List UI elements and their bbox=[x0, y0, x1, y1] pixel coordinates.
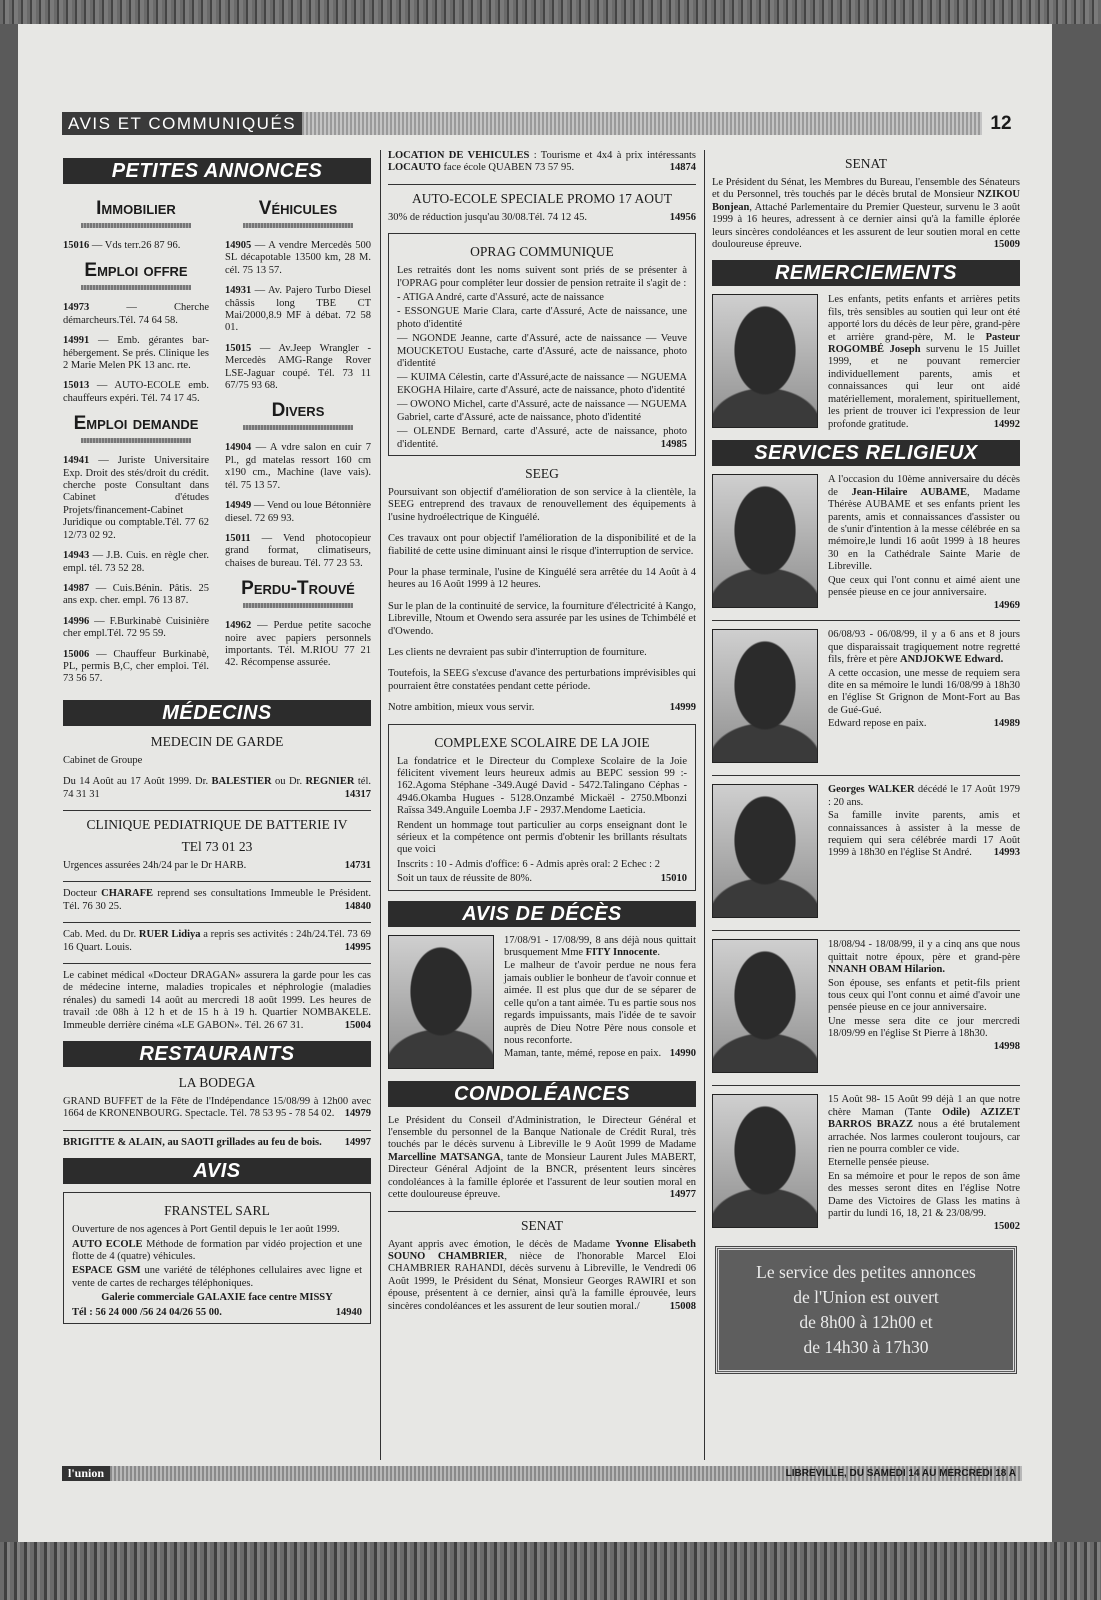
boxed-notice bbox=[388, 233, 696, 456]
ad-number: 14987 bbox=[63, 582, 90, 594]
reference-number: 14977 bbox=[669, 1189, 696, 1201]
text-run: Pour la phase terminale, l'usine de Kinguélé sera arrêtée du 14 Août à 4 heures au 16 Août 1999 à 12 heures. bbox=[388, 566, 696, 591]
classified-ad bbox=[225, 533, 371, 570]
text-run: Que ceux qui l'ont connu et aimé aient une pensée pieuse en ce jour anniversaire. bbox=[828, 574, 1020, 599]
notice-paragraph bbox=[388, 212, 696, 224]
text-run: — NGONDE Jeanne, carte d'Assuré, acte de naissance — Veuve MOUCKETOU Eustache, carte d'Assuré, acte de naissance, photo d'identité bbox=[397, 333, 687, 370]
bold-text: Tél : 56 24 000 /56 24 04/26 55 00. bbox=[72, 1306, 222, 1318]
bold-text: REGNIER bbox=[305, 776, 355, 788]
ad-text: — Juriste Universitaire Exp. Droit des stés/droit du crédit. cherche poste Consultant dans Cabinet d'études Projets/financement-Cabinet Juridique ou comptable.Tél. 77 62 12/73 02 92. bbox=[63, 455, 209, 541]
bold-text: ESPACE GSM bbox=[72, 1265, 141, 1277]
reference-number: 14940 bbox=[335, 1306, 362, 1318]
column-divider bbox=[704, 150, 705, 1460]
reference-number: 14956 bbox=[669, 211, 696, 223]
page-number: 12 bbox=[990, 112, 1012, 134]
text-run: Notre ambition, mieux vous servir. bbox=[388, 702, 535, 714]
notice-paragraph bbox=[72, 1224, 362, 1236]
classified-ad bbox=[63, 455, 209, 542]
promo-line: de l'Union est ouvert bbox=[793, 1286, 939, 1307]
notice-paragraph bbox=[397, 306, 687, 331]
text-run: Inscrits : 10 - Admis d'office: 6 - Admis après oral: 2 Echec : 2 bbox=[397, 858, 660, 870]
text-run: a repris ses activités : 24h/24.Tél. 73 69 16 Quart. Louis. bbox=[63, 929, 371, 953]
ad-text: — Vds terr.26 87 96. bbox=[89, 240, 181, 251]
obituary-notice bbox=[712, 1094, 1020, 1232]
text-run: Le Président du Sénat, les Membres du Bureau, l'ensemble des Sénateurs et du Personnel, très touchés par le décès brutal de Monsieur bbox=[712, 177, 1020, 201]
ad-text: — Emb. gérantes bar-hébergement. Se prés. Clinique les 2 Marie Melen PK 13 anc. rte. bbox=[63, 335, 209, 372]
section-banner: SERVICES RELIGIEUX bbox=[712, 440, 1020, 466]
text-run: , nièce de l'honorable Marcel Eloi CHAMBRIER RAHANDI, décès survenu à Libreville, le Vendredi 06 Août 1999, le Président du Sénat, Monsieur Georges RAWIRI et son épouse, présentent à ce dernier, ainsi qu'à la famille éprouvée, leurs sincères condoléances et les assurent de leur soutien moral./ bbox=[388, 1250, 696, 1312]
bold-text: Pasteur ROGOMBÉ Joseph bbox=[828, 331, 1020, 356]
ad-number: 14904 bbox=[225, 442, 252, 454]
notice-title: COMPLEXE SCOLAIRE DE LA JOIE bbox=[434, 734, 650, 750]
scan-border-bottom bbox=[0, 1542, 1101, 1600]
reference-number: 14985 bbox=[660, 438, 687, 450]
divider bbox=[63, 922, 371, 923]
classified-ad bbox=[63, 335, 209, 372]
reference-number: 14731 bbox=[344, 859, 371, 871]
text-run: 06/08/93 - 06/08/99, il y a 6 ans et 8 jours que disparaissait tragiquement notre regretté fils, frère et père bbox=[828, 629, 1020, 666]
notice-paragraph bbox=[63, 1137, 371, 1149]
text-run: Le cabinet médical «Docteur DRAGAN» assurera la garde pour les cas de médecine interne, maladies tropicales et néphrologie (maladies rénales) du samedi 14 août au mercredi 18 août 1999. Les heures de travail :de 08h à 12 h et de 15 h à 19 h. Quartier NOMBAKELE. Immeuble derrière cinéma «LE GABON». Tél. 26 67 31. bbox=[63, 970, 371, 1031]
text-run: ou Dr. bbox=[271, 776, 306, 788]
text-run: Cabinet de Groupe bbox=[63, 754, 143, 766]
text-run: Méthode de formation par vidéo projection et une flotte de 4 (quatre) véhicules. bbox=[72, 1238, 362, 1263]
category-heading: Véhicules bbox=[225, 198, 371, 228]
section-title: AVIS ET COMMUNIQUÉS bbox=[62, 112, 302, 135]
bold-text: AUTO ECOLE bbox=[72, 1238, 143, 1250]
notice-paragraph bbox=[72, 1265, 362, 1290]
bold-text: Jean-Hilaire AUBAME bbox=[851, 486, 968, 498]
classified-ad bbox=[63, 550, 209, 575]
text-run: Son épouse, ses enfants et petit-fils prient tous ceux qui l'ont connu et aimé d'avoir une pensée pieuse en ce jour anniversaire. bbox=[828, 977, 1020, 1014]
notice-paragraph bbox=[388, 1115, 696, 1202]
reference-number: 14874 bbox=[669, 162, 696, 174]
notice-paragraph bbox=[63, 888, 371, 913]
text-run: GRAND BUFFET de la Fête de l'Indépendance 15/08/99 à 12h00 avec 1664 de KRONENBOURG. Spectacle. Tél. 78 53 95 - 78 54 02. bbox=[63, 1096, 371, 1120]
notice-paragraph bbox=[397, 859, 687, 871]
notice-paragraph bbox=[63, 1096, 371, 1121]
notice-title: TEl 73 01 23 bbox=[181, 838, 253, 854]
obituary-notice bbox=[712, 784, 1020, 922]
ad-text: — AUTO-ECOLE emb. chauffeurs expéri. Tél. 74 17 45. bbox=[63, 380, 209, 404]
bold-text: BALESTIER bbox=[211, 776, 272, 788]
promo-line: Le service des petites annonces bbox=[756, 1261, 976, 1282]
ad-text: — F.Burkinabè Cuisinière cher empl.Tél. 72 95 59. bbox=[63, 615, 209, 640]
scan-border-top bbox=[0, 0, 1101, 24]
ad-number: 14973 bbox=[63, 302, 90, 314]
bold-text: CHARAFE bbox=[101, 888, 154, 900]
notice-paragraph bbox=[63, 776, 371, 801]
ad-number: 14962 bbox=[225, 620, 252, 632]
text-run: survenu le 15 Juillet 1999, et ne pouvant remercier individuellement parents, amis et connaissances qui leur ont aidé matériellement, moralement, spirituellement, les prient de trouver ici l'expression de leur profonde gratitude. bbox=[828, 344, 1020, 430]
header-bar bbox=[302, 112, 982, 135]
section-banner: RESTAURANTS bbox=[63, 1041, 371, 1067]
ad-number: 15006 bbox=[63, 648, 90, 660]
notice-paragraph bbox=[712, 177, 1020, 251]
text-run: Urgences assurées 24h/24 par le Dr HARB. bbox=[63, 859, 247, 871]
ad-text: — A vendre Mercedès 500 SL décapotable 13500 km, 28 M. cél. 75 13 57. bbox=[225, 240, 371, 276]
ad-number: 14905 bbox=[225, 240, 252, 251]
bold-text: Galerie commerciale GALAXIE face centre MISSY bbox=[101, 1292, 333, 1304]
notice-paragraph bbox=[63, 929, 371, 954]
classified-ad bbox=[63, 380, 209, 405]
ad-text: — Chauffeur Burkinabè, PL, permis B,C, cher emploi. Tél. 73 56 57. bbox=[63, 648, 209, 685]
classified-ad bbox=[225, 442, 371, 492]
ad-text: — Perdue petite sacoche noire avec papiers personnels importants. Tél. M.RIOU 77 21 42. Récompense assurée. bbox=[225, 620, 371, 669]
bold-text: NNANH OBAM Hilarion. bbox=[828, 964, 945, 976]
reference-number: 14317 bbox=[344, 788, 371, 800]
classified-ad bbox=[225, 240, 371, 277]
notice-paragraph bbox=[72, 1239, 362, 1264]
text-run: Cab. Med. du Dr. bbox=[63, 929, 139, 941]
column-left bbox=[63, 152, 371, 1334]
portrait-photo bbox=[712, 629, 818, 763]
text-run: Le Président du Conseil d'Administration, le Directeur Général et l'ensemble du personnel de la Banque Nationale de Crédit Rural, très touchés par le décès survenu à Libreville le 9 Août 1999 de Madame bbox=[388, 1114, 696, 1151]
bold-text: NZIKOU Bonjean bbox=[712, 189, 1020, 213]
text-run: — OLENDE Bernard, carte d'Assuré, acte de naissance, photo d'identité. bbox=[397, 426, 687, 450]
classified-subcolumn bbox=[225, 192, 371, 694]
reference-number: 15010 bbox=[660, 873, 687, 885]
notice-paragraph bbox=[72, 1292, 362, 1304]
classified-ad bbox=[225, 343, 371, 393]
bold-text: Yvonne Elisabeth SOUNO CHAMBRIER bbox=[388, 1238, 696, 1262]
text-run: Edward repose en paix. bbox=[828, 718, 927, 730]
bold-text: ANDJOKWE Edward. bbox=[900, 654, 1004, 666]
text-run: Poursuivant son objectif d'amélioration de son service à la clientèle, la SEEG entreprend des travaux de renouvellement des équipements à l'usine hydroélectrique de Kinguélé. bbox=[388, 486, 696, 523]
ad-number: 14931 bbox=[225, 285, 252, 297]
text-run: , tante de Monsieur Laurent Jules MABERT, Directeur Général Adjoint de la BNCR, présentent leurs sincères condoléances à la famille éplorée et l'assurent de leur soutien moral en cette douloureuse épreuve. bbox=[388, 1151, 696, 1201]
text-run: La fondatrice et le Directeur du Complexe Scolaire de la Joie félicitent vivement leurs heureux admis au BEPC session 99 :- 162.Agoma Stéphane -349.Augé David - 5472.Talingano Céphas - 4946.Okamba Hugues - 5128.Onzambé Mickaël - 2750.Mbonzi Raïssa 349.Anguile Loemba J.F - 2937.Mendome Laeticia. bbox=[397, 755, 687, 817]
section-banner: PETITES ANNONCES bbox=[63, 158, 371, 184]
notice-paragraph bbox=[388, 533, 696, 558]
notice-title: FRANSTEL SARL bbox=[164, 1203, 270, 1219]
reference-number: 14998 bbox=[993, 1040, 1020, 1052]
section-banner: CONDOLÉANCES bbox=[388, 1081, 696, 1107]
reference-number: 14979 bbox=[344, 1108, 371, 1120]
ad-number: 14996 bbox=[63, 615, 90, 627]
category-heading: Perdu-Trouvé bbox=[225, 578, 371, 608]
page-footer bbox=[62, 1466, 1022, 1481]
ad-number: 15016 bbox=[63, 240, 90, 251]
ad-text: — Vend ou loue Bétonnière diesel. 72 69 93. bbox=[225, 500, 371, 524]
divider bbox=[63, 1130, 371, 1131]
notice-paragraph bbox=[397, 820, 687, 857]
text-run: Toutefois, la SEEG s'excuse d'avance des perturbations imprévisibles qui pourraient être constatées pendant cette période. bbox=[388, 668, 696, 692]
notice-paragraph bbox=[388, 1239, 696, 1313]
ad-number: 14949 bbox=[225, 500, 252, 512]
classified-ad bbox=[63, 583, 209, 608]
notice-paragraph bbox=[388, 601, 696, 638]
notice-paragraph bbox=[388, 567, 696, 592]
text-run: A cette occasion, une messe de requiem sera dite en sa mémoire le lundi 16/08/99 à 18h30 en l'église St Grignon de Mont-Fort au Bas de Gué-Gué. bbox=[828, 667, 1020, 716]
portrait-photo bbox=[712, 939, 818, 1073]
category-heading: Divers bbox=[225, 400, 371, 430]
notice-title: MEDECIN DE GARDE bbox=[150, 733, 284, 749]
text-run: - ESSONGUE Marie Clara, carte d'Assuré, Acte de naissance, une photo d'identité bbox=[397, 306, 687, 330]
portrait-photo bbox=[712, 474, 818, 608]
bold-text: FITY Innocente bbox=[585, 947, 658, 959]
text-run: face école QUABEN 73 57 95. bbox=[440, 162, 575, 174]
ad-number: 15011 bbox=[225, 532, 251, 544]
classified-ad bbox=[63, 240, 209, 252]
classified-ad bbox=[63, 302, 209, 327]
divider bbox=[63, 963, 371, 964]
notice-title: LA BODEGA bbox=[178, 1075, 256, 1091]
text-run: Une messe sera dite ce jour mercredi 18/09/99 en l'église St Pierre à 18h30. bbox=[828, 1015, 1020, 1040]
notice-title: AUTO-ECOLE SPECIALE PROMO 17 AOUT bbox=[411, 190, 672, 206]
notice-paragraph bbox=[397, 333, 687, 370]
bold-text: BRIGITTE & ALAIN, au SAOTI grillades au feu de bois. bbox=[63, 1136, 322, 1148]
text-run: En sa mémoire et pour le repos de son âme des messes seront dites en l'église Notre Dame des Victoires de Glass les matins à partir du lundi 16, 18, 21 & 23/08/99. bbox=[828, 1170, 1020, 1220]
notice-paragraph bbox=[397, 292, 687, 304]
text-run: - ATIGA André, carte d'Assuré, acte de naissance bbox=[397, 292, 604, 304]
divider bbox=[712, 930, 1020, 931]
ad-text: — Cuis.Bénin. Pâtis. 25 ans exp. cher. empl. 76 13 87. bbox=[63, 582, 209, 607]
divider bbox=[712, 1085, 1020, 1086]
divider bbox=[712, 620, 1020, 621]
ad-number: 14941 bbox=[63, 455, 90, 467]
text-run: 18/08/94 - 18/08/99, il y a cinq ans que nous quittait notre époux, père et grand-père bbox=[828, 939, 1020, 963]
notice-paragraph bbox=[63, 755, 371, 767]
obituary-notice bbox=[712, 474, 1020, 612]
reference-number: 15008 bbox=[669, 1300, 696, 1312]
notice-title: OPRAG COMMUNIQUE bbox=[470, 244, 614, 260]
text-run: — OWONO Michel, carte d'Assuré, acte de naissance — NGUEMA Gabriel, carte d'Assuré, acte de naissance, photo d'identité bbox=[397, 399, 687, 423]
bold-text: RUER Lidiya bbox=[138, 929, 201, 941]
notice-paragraph bbox=[397, 265, 687, 290]
text-run: 15 Août 98- 15 Août 99 déjà 1 an que notre chère Maman (Tante bbox=[828, 1094, 1020, 1118]
reference-number: 15009 bbox=[993, 239, 1020, 251]
text-run: : Tourisme et 4x4 à prix intéressants bbox=[529, 150, 696, 161]
reference-number: 14995 bbox=[344, 941, 371, 953]
classified-columns bbox=[63, 192, 371, 694]
bold-text: LOCATION DE VEHICULES bbox=[388, 150, 530, 161]
promo-line: de 14h30 à 17h30 bbox=[803, 1336, 929, 1357]
text-run: , Attaché Parlementaire du Premier Questeur, survenu le 3 août 1999 à 16 heures, adressent à ce dernier ainsi qu'à la famille éplorée leurs sincères condoléances et les assurent de leur soutien moral en cette douloureuse épreuve. bbox=[712, 201, 1020, 251]
portrait-photo bbox=[712, 294, 818, 428]
promo-line: de 8h00 à 12h00 et bbox=[799, 1311, 933, 1332]
text-run: décédé le 17 Août 1979 : 20 ans. bbox=[828, 784, 1020, 808]
reference-number: 14840 bbox=[344, 900, 371, 912]
divider bbox=[388, 184, 696, 185]
text-run: reprend ses consultations Immeuble le Président. Tél. 76 30 25. bbox=[63, 888, 371, 912]
notice-paragraph bbox=[63, 970, 371, 1032]
column-middle bbox=[388, 150, 696, 1322]
ad-number: 14943 bbox=[63, 550, 90, 562]
portrait-photo bbox=[388, 935, 494, 1069]
category-heading: Immobilier bbox=[63, 198, 209, 228]
bold-text: Georges WALKER bbox=[828, 784, 915, 796]
text-run: , Madame Thérèse AUBAME et ses enfants prient les parents, amis et connaissances d'assister ou de s'unir d'intention à la messe célébrée en sa mémoire,le lundi 16 août 1999 à 18 heures 30 en la Cathédrale Sainte Marie de Libreville. bbox=[828, 486, 1020, 573]
reference-number: 15004 bbox=[344, 1019, 371, 1031]
reference-number: 14992 bbox=[993, 418, 1020, 430]
page-header bbox=[62, 112, 1020, 135]
text-run: Ces travaux ont pour objectif l'amélioration de la disponibilité et de la fiabilité de cette usine diminuant ainsi le risque d'interruption de service. bbox=[388, 533, 696, 557]
section-banner: AVIS bbox=[63, 1158, 371, 1184]
notice-paragraph bbox=[388, 150, 696, 175]
text-run: une variété de téléphones cellulaires avec ligne et vente de cartes de recharges téléphoniques. bbox=[72, 1265, 362, 1289]
reference-number: 14999 bbox=[669, 702, 696, 714]
notice-paragraph bbox=[397, 372, 687, 397]
reference-number: 14997 bbox=[344, 1136, 371, 1148]
text-run: Docteur bbox=[63, 888, 102, 900]
category-heading: Emploi demande bbox=[63, 413, 209, 443]
ad-number: 15013 bbox=[63, 380, 90, 392]
divider bbox=[712, 775, 1020, 776]
classified-ad bbox=[63, 649, 209, 686]
portrait-photo bbox=[712, 1094, 818, 1228]
ad-text: — A vdre salon en cuir 7 Pl., gd matelas ressort 160 cm x190 cm., Machine (lave vais). tél. 75 13 57. bbox=[225, 442, 371, 491]
section-banner: AVIS DE DÉCÈS bbox=[388, 901, 696, 927]
text-run: Le malheur de t'avoir perdue ne nous fera jamais oublier le bonheur de t'avoir connue et aimée. Il est plus que dur de se séparer de celle qu'on a tant aimée. Tu es partie sous nos regards impuissants, mais l'idée de te savoir auprès de Dieu Notre Père nous console et nous reconforte. bbox=[504, 960, 696, 1046]
text-run: Rendent un hommage tout particulier au corps enseignant dont le sérieux et la compétence ont permis d'obtenir les brillants résultats que voici bbox=[397, 819, 687, 856]
divider bbox=[388, 1211, 696, 1212]
text-run: Soit un taux de réussite de 80%. bbox=[397, 873, 533, 885]
text-run: Les enfants, petits enfants et arrières petits fils, très sensibles au soutien qui leur ont été apporté lors du décès de leur père, grand-père et arrière grand-père, M. le bbox=[828, 294, 1020, 343]
column-right bbox=[712, 150, 1020, 1373]
obituary-notice bbox=[388, 935, 696, 1073]
boxed-notice bbox=[63, 1192, 371, 1324]
obituary-notice bbox=[712, 629, 1020, 767]
text-run: A l'occasion du 10ème anniversaire du décès de bbox=[828, 474, 1020, 498]
text-run: Ayant appris avec émotion, le décès de Madame bbox=[388, 1238, 616, 1250]
ad-text: — Av. Pajero Turbo Diesel châssis long TBE CT Mai/2000,8.9 MF à débat. 72 58 01. bbox=[225, 285, 371, 334]
classified-subcolumn bbox=[63, 192, 209, 694]
reference-number: 14989 bbox=[993, 718, 1020, 730]
obituary-notice bbox=[712, 939, 1020, 1077]
obituary-notice bbox=[712, 294, 1020, 432]
notice-title: SEEG bbox=[525, 465, 559, 481]
reference-number: 15002 bbox=[993, 1220, 1020, 1232]
category-heading: Emploi offre bbox=[63, 260, 209, 290]
ad-text: — J.B. Cuis. en règle cher. empl. tél. 73 52 28. bbox=[63, 550, 209, 574]
ad-text: — Vend photocopieur grand format, climatiseurs, chaises de bureau. Tél. 77 23 53. bbox=[225, 532, 371, 569]
ad-number: 15015 bbox=[225, 342, 252, 354]
notice-paragraph bbox=[397, 399, 687, 424]
bold-text: Marcelline MATSANGA bbox=[388, 1151, 501, 1163]
text-run: Ouverture de nos agences à Port Gentil depuis le 1er août 1999. bbox=[72, 1224, 340, 1236]
notice-paragraph bbox=[388, 487, 696, 524]
notice-paragraph bbox=[388, 702, 696, 714]
ad-text: — Cherche démarcheurs.Tél. 74 64 58. bbox=[63, 302, 209, 326]
notice-title: SENAT bbox=[844, 156, 887, 171]
text-run: 17/08/91 - 17/08/99, 8 ans déjà nous quittait brusquement Mme bbox=[504, 934, 696, 959]
reference-number: 14993 bbox=[993, 847, 1020, 859]
text-run: Sa famille invite parents, amis et connaissances à assister à la messe de requiem qui sera célébrée mardi 17 Août 1999 à 18h30 en l'église St André. bbox=[828, 810, 1020, 859]
divider bbox=[63, 810, 371, 811]
notice-paragraph bbox=[397, 426, 687, 451]
notice-paragraph bbox=[72, 1307, 362, 1319]
notice-title: CLINIQUE PEDIATRIQUE DE BATTERIE IV bbox=[86, 816, 348, 832]
text-run: nous a été brutalement arrachée. Nos larmes couleront toujours, car rien ne pourra combler ce vide. bbox=[828, 1119, 1020, 1156]
classified-ad bbox=[225, 500, 371, 525]
text-run: . bbox=[657, 947, 660, 959]
divider bbox=[63, 881, 371, 882]
classified-ad bbox=[63, 616, 209, 641]
ad-number: 14991 bbox=[63, 335, 90, 347]
section-banner: MÉDECINS bbox=[63, 700, 371, 726]
ad-text: — Av.Jeep Wrangler - Mercedès AMG-Range Rover LSE-Jaguar coupé. Tél. 73 11 67/75 93 68. bbox=[225, 342, 371, 392]
text-run: Les clients ne devraient pas subir d'interruption de fourniture. bbox=[388, 646, 647, 658]
classified-ad bbox=[225, 285, 371, 335]
service-hours-ad bbox=[716, 1247, 1016, 1373]
column-divider bbox=[380, 150, 381, 1460]
text-run: Les retraités dont les noms suivent sont priés de se présenter à l'OPRAG pour compléter leur dossier de pension retraite il s'agit de : bbox=[397, 265, 687, 289]
notice-paragraph bbox=[397, 873, 687, 885]
notice-paragraph bbox=[397, 756, 687, 818]
text-run: Sur le plan de la continuité de service, la fourniture d'électricité à Kango, Libreville, Ntoum et Owendo sera assurée par les usines de Tchimbélé et d'Owendo. bbox=[388, 600, 696, 637]
reference-number: 14969 bbox=[993, 599, 1020, 611]
newspaper-logo: l'union bbox=[62, 1466, 110, 1481]
notice-paragraph bbox=[63, 860, 371, 872]
notice-title: SENAT bbox=[520, 1217, 563, 1233]
text-run: — KUIMA Célestin, carte d'Assuré,acte de naissance — NGUEMA EKOGHA Hilaire, carte d'Assuré, acte de naissance, photo d'identité bbox=[397, 372, 687, 396]
text-run: Eternelle pensée pieuse. bbox=[828, 1157, 930, 1169]
text-run: tél. 74 31 31 bbox=[63, 776, 372, 800]
notice-paragraph bbox=[388, 668, 696, 693]
bold-text: LOCAUTO bbox=[388, 162, 441, 174]
text-run: Du 14 Août au 17 Août 1999. Dr. bbox=[63, 776, 212, 788]
text-run: 30% de réduction jusqu'au 30/08.Tél. 74 12 45. bbox=[388, 211, 588, 223]
reference-number: 14990 bbox=[669, 1048, 696, 1060]
classified-ad bbox=[225, 620, 371, 670]
bold-text: Odile) AZIZET BARROS BRAZZ bbox=[828, 1106, 1020, 1131]
text-run: Maman, tante, mémé, repose en paix. bbox=[504, 1048, 662, 1060]
boxed-notice bbox=[388, 724, 696, 891]
section-banner: REMERCIEMENTS bbox=[712, 260, 1020, 286]
issue-date: LIBREVILLE, DU SAMEDI 14 AU MERCREDI 18 A bbox=[785, 1468, 1016, 1479]
notice-paragraph bbox=[388, 647, 696, 659]
portrait-photo bbox=[712, 784, 818, 918]
